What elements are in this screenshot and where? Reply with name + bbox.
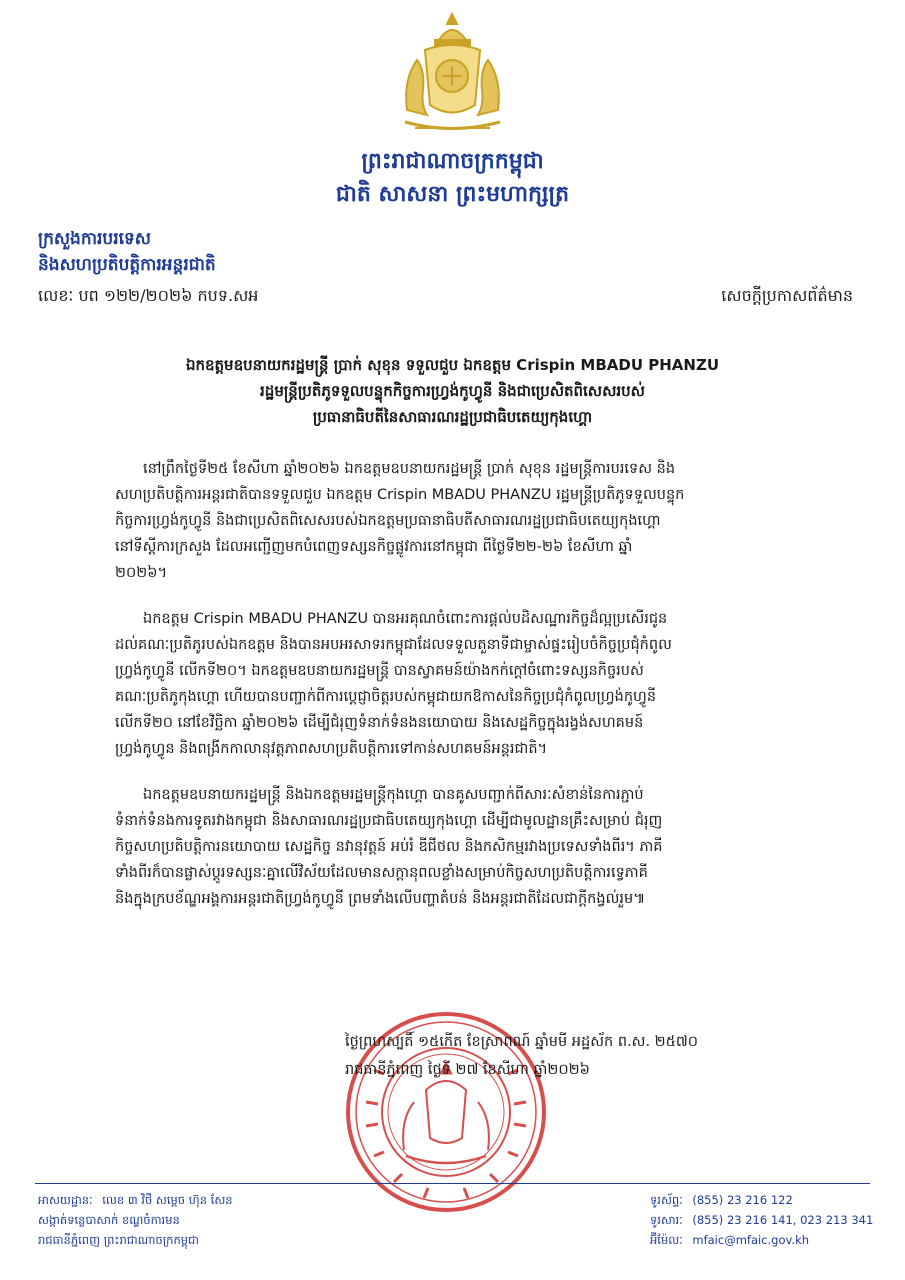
body-paragraph-2 bbox=[115, 606, 855, 762]
royal-coat-of-arms-emblem bbox=[395, 10, 510, 135]
paragraph-line: ហ្វ្រង់កូហ្វូនី លើកទី២០។ ឯកឧត្តមឧបនាយករដ្ឋមន្ត្រី បានស្វាគមន៍យ៉ាងកក់ក្តៅចំពោះទស្សនកិច្ចរបស់ bbox=[115, 663, 644, 679]
email-link[interactable]: mfaic@mfaic.gov.kh bbox=[692, 1233, 810, 1247]
fax-label: ទូរសារៈ bbox=[650, 1213, 683, 1227]
paragraph-line: និងក្នុងក្របខ័ណ្ឌអង្គការអន្តរជាតិហ្វ្រង់កូហ្វូនី ព្រមទាំងលើបញ្ហាតំបន់ និងអន្តរជាតិដែលជាក្តីកង្វល់រួម៕ bbox=[115, 891, 646, 907]
reference-number: លេខៈ បព ១២២/២០២៦ កបទ.សអ bbox=[38, 286, 259, 305]
document-type-label: សេចក្តីប្រកាសព័ត៌មាន bbox=[721, 286, 853, 305]
paragraph-line: គណៈប្រតិភូកុងហ្គោ ហើយបានបញ្ជាក់ពីការប្តេជ្ញាចិត្តរបស់កម្ពុជាយកឱកាសនៃកិច្ចប្រជុំកំពូលហ្វ្រង់កូហ្វូនី bbox=[115, 689, 657, 705]
ministry-name-line2: និងសហប្រតិបត្តិការអន្តរជាតិ bbox=[38, 255, 216, 275]
kingdom-motto-heading: ជាតិ សាសនា ព្រះមហាក្សត្រ bbox=[335, 182, 570, 207]
footer-divider bbox=[35, 1183, 870, 1184]
footer-contact-block bbox=[650, 1190, 873, 1250]
headline-line: ឯកឧត្តមឧបនាយករដ្ឋមន្ត្រី ប្រាក់ សុខុន ទទួលជួប ឯកឧត្តម Crispin MBADU PHANZU bbox=[185, 356, 720, 374]
lunar-date-line: ថ្ងៃព្រហស្បតិ៍ ១៥កើត ខែស្រាពណ៍ ឆ្នាំមមី អដ្ឋស័ក ព.ស. ២៥៧០ bbox=[345, 1034, 699, 1050]
body-paragraph-1 bbox=[115, 456, 855, 586]
address-line: លេខ ៣ វិថី សម្តេច ហ៊ុន សែន bbox=[102, 1193, 233, 1207]
kingdom-name-heading: ព្រះរាជាណាចក្រកម្ពុជា bbox=[361, 149, 544, 174]
paragraph-line: ទាំងពីរក៏បានផ្លាស់ប្តូរទស្សនៈគ្នាលើវិស័យដែលមានសក្តានុពលខ្លាំងសម្រាប់កិច្ចសហប្រតិបត្តិការទ្វេភាគី bbox=[115, 865, 648, 881]
headline-line: រដ្ឋមន្ត្រីប្រតិភូទទួលបន្ទុកកិច្ចការហ្វ្រង់កូហ្វូនី និងជាប្រេសិតពិសេសរបស់ bbox=[260, 382, 645, 400]
paragraph-line: ដល់គណៈប្រតិភូរបស់ឯកឧត្តម និងបានអបអរសាទរកម្ពុជាដែលទទួលតួនាទីជាម្ចាស់ផ្ទះរៀបចំកិច្ចប្រជុំកំពូល bbox=[115, 637, 672, 653]
paragraph-line: នៅព្រឹកថ្ងៃទី២៥ ខែសីហា ឆ្នាំ២០២៦ ឯកឧត្តមឧបនាយករដ្ឋមន្ត្រី ប្រាក់ សុខុន រដ្ឋមន្ត្រីការបរទេស និង bbox=[143, 461, 676, 477]
paragraph-line: ឯកឧត្តម Crispin MBADU PHANZU បានអរគុណចំពោះការផ្តល់បដិសណ្ឋារកិច្ចដ៏ល្អប្រសើរជូន bbox=[143, 611, 668, 627]
paragraph-line: នៅទីស្តីការក្រសួង ដែលអញ្ជើញមកបំពេញទស្សនកិច្ចផ្លូវការនៅកម្ពុជា ពីថ្ងៃទី២២-២៦ ខែសីហា ឆ្នាំ bbox=[115, 539, 633, 555]
address-line: សង្កាត់ទន្លេបាសាក់ ខណ្ឌចំការមន bbox=[38, 1213, 180, 1227]
phone-number: (855) 23 216 122 bbox=[692, 1193, 793, 1207]
address-line: រាជធានីភ្នំពេញ ព្រះរាជាណាចក្រកម្ពុជា bbox=[38, 1233, 199, 1247]
body-paragraph-3 bbox=[115, 782, 855, 912]
paragraph-line: លើកទី២០ នៅខែវិច្ឆិកា ឆ្នាំ២០២៦ ដើម្បីជំរុញទំនាក់ទំនងនយោបាយ និងសេដ្ឋកិច្ចក្នុងរង្វង់សហគមន៍ bbox=[115, 715, 644, 731]
paragraph-line: ឯកឧត្តមឧបនាយករដ្ឋមន្ត្រី និងឯកឧត្តមរដ្ឋមន្ត្រីកុងហ្គោ បានគូសបញ្ជាក់ពីសារៈសំខាន់នៃការភ្ជាប់ bbox=[143, 787, 644, 803]
headline-line: ប្រធានាធិបតីនៃសាធារណរដ្ឋប្រជាធិបតេយ្យកុងហ្គោ bbox=[312, 408, 593, 426]
press-release-headline bbox=[60, 352, 845, 430]
footer-address-block bbox=[38, 1190, 233, 1250]
paragraph-line: កិច្ចសហប្រតិបត្តិការនយោបាយ សេដ្ឋកិច្ច នវានុវត្តន៍ អប់រំ ឌីជីថល និងកសិកម្មរវាងប្រទេសទាំងពីរ។ ភាគី bbox=[115, 839, 663, 855]
email-label: អ៊ីម៉ែលៈ bbox=[650, 1233, 683, 1247]
paragraph-line: សហប្រតិបត្តិការអន្តរជាតិបានទទួលជួប ឯកឧត្តម Crispin MBADU PHANZU រដ្ឋមន្ត្រីប្រតិភូទទួលបន្ទុក bbox=[115, 487, 685, 503]
paragraph-line: កិច្ចការហ្វ្រង់កូហ្វូនី និងជាប្រេសិតពិសេសរបស់ឯកឧត្តមប្រធានាធិបតីសាធារណរដ្ឋប្រជាធិបតេយ្យកុងហ្គោ bbox=[115, 513, 661, 529]
phone-label: ទូរស័ព្ទៈ bbox=[650, 1193, 683, 1207]
paragraph-line: ទំនាក់ទំនងការទូតរវាងកម្ពុជា និងសាធារណរដ្ឋប្រជាធិបតេយ្យកុងហ្គោ ដើម្បីជាមូលដ្ឋានគ្រឹះសម្រាប់ ជំរុញ bbox=[115, 813, 663, 829]
place-date-line: រាជធានីភ្នំពេញ ថ្ងៃទី ២៧ ខែសីហា ឆ្នាំ២០២៦ bbox=[345, 1062, 590, 1078]
fax-number: (855) 23 216 141, 023 213 341 bbox=[692, 1213, 874, 1227]
address-label: អាសយដ្ឋានៈ bbox=[38, 1193, 93, 1207]
paragraph-line: ២០២៦។ bbox=[115, 565, 168, 581]
ministry-name-line1: ក្រសួងការបរទេស bbox=[38, 229, 151, 249]
paragraph-line: ហ្វ្រង់កូហ្វូន និងពង្រីកកាលានុវត្តភាពសហប្រតិបត្តិការទៅកាន់សហគមន៍អន្តរជាតិ។ bbox=[115, 741, 548, 757]
press-release-body bbox=[115, 456, 855, 932]
date-and-place bbox=[345, 1028, 698, 1084]
